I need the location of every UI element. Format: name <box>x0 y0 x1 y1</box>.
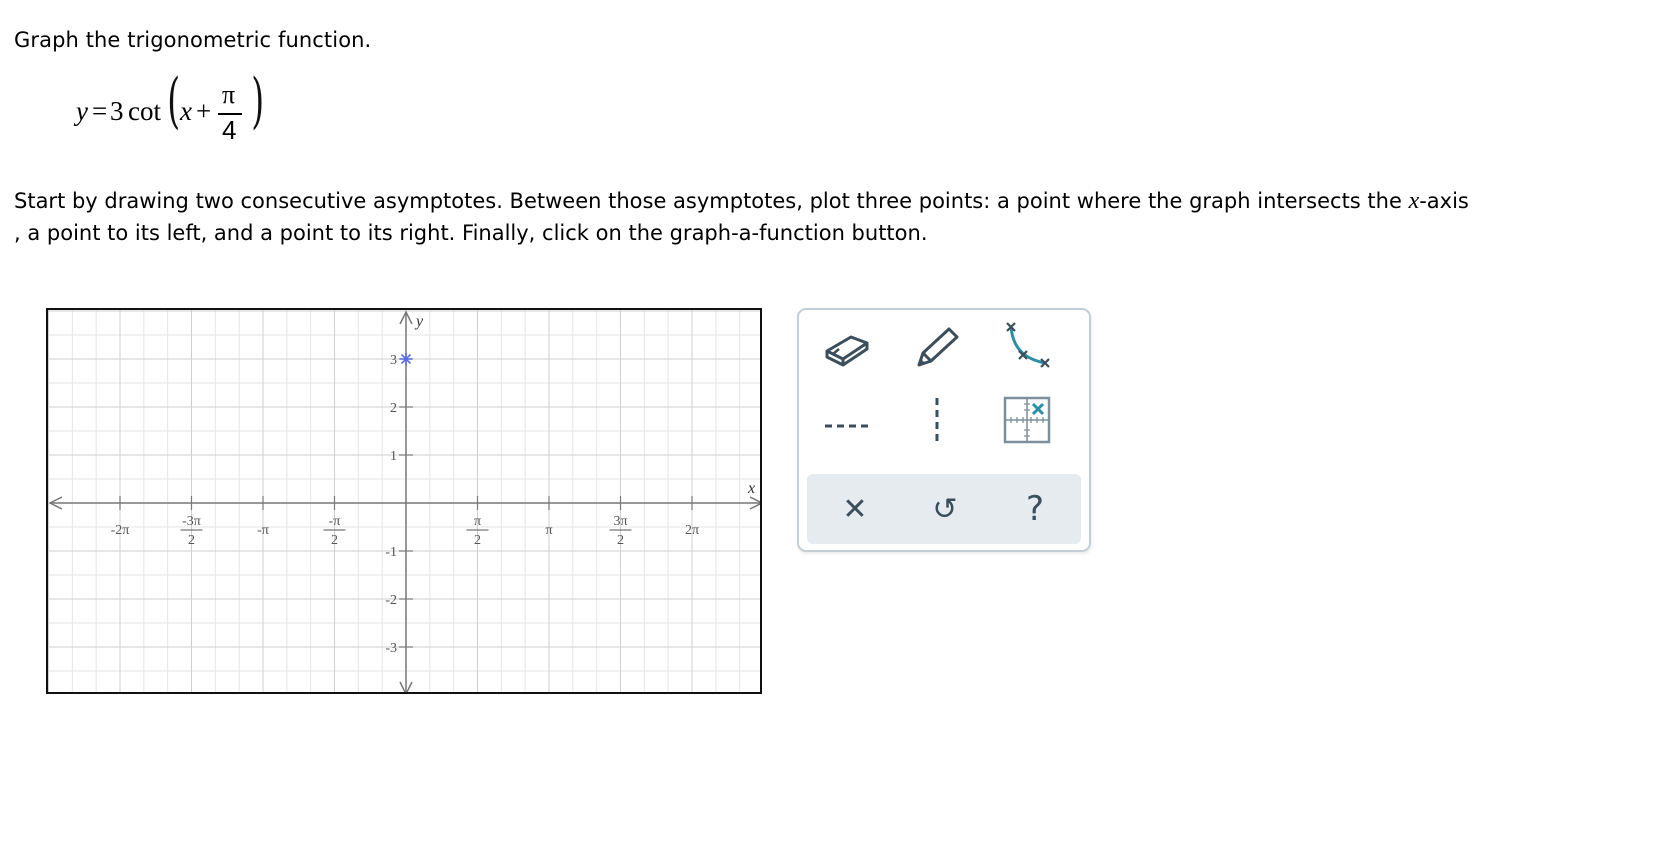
x-tick-label: 2π <box>684 523 700 538</box>
x-axis-label: x <box>748 480 756 497</box>
equation-coefficient: 3 <box>110 96 124 126</box>
x-tick-label-denominator: 2 <box>474 533 481 548</box>
y-tick-label: 3 <box>390 353 397 368</box>
minor-gridlines <box>48 310 762 694</box>
x-tick-label-denominator: 2 <box>617 533 624 548</box>
left-paren: ( <box>167 66 181 136</box>
clear-button[interactable]: ✕ <box>842 491 868 527</box>
graph-toolbox <box>797 308 1091 552</box>
x-tick-label-denominator: 2 <box>188 533 195 548</box>
instructions <box>14 185 1634 249</box>
graph-area[interactable] <box>46 308 762 694</box>
equation-plus: + <box>196 96 212 126</box>
pencil-tool[interactable] <box>907 320 967 376</box>
x-tick-label: -π <box>257 523 269 538</box>
vertical-asymptote-tool[interactable] <box>907 392 967 448</box>
horizontal-asymptote-tool[interactable] <box>817 398 877 454</box>
y-tick-label: -3 <box>385 641 397 656</box>
equation-equals: = <box>92 96 108 126</box>
instructions-part1: Start by drawing two consecutive asymptotes. Between those asymptotes, plot three points: a point where the graph intersects the <box>14 189 1409 213</box>
x-tick-label-numerator: 3π <box>613 514 628 529</box>
x-tick-label-denominator: 2 <box>331 533 338 548</box>
action-bar <box>807 474 1081 544</box>
y-tick-label: -1 <box>385 545 397 560</box>
fraction-numerator: π <box>222 80 236 109</box>
y-tick-label: 2 <box>390 401 397 416</box>
instructions-part2: -axis <box>1419 189 1469 213</box>
dashed-vertical-icon <box>917 394 957 446</box>
graph-function-icon <box>999 319 1055 373</box>
x-tick-label-numerator: π <box>473 514 482 529</box>
y-axis-label: y <box>416 313 424 330</box>
equation-lhs: y <box>76 96 88 126</box>
fraction-denominator: 4 <box>222 115 237 145</box>
x-tick-label-numerator: -3π <box>182 514 201 529</box>
eraser-icon <box>821 325 873 371</box>
coordinate-plane[interactable] <box>48 310 762 694</box>
question-prompt: Graph the trigonometric function. <box>14 28 372 52</box>
instructions-axis-var: x <box>1408 188 1420 214</box>
x-tick-label: -2π <box>110 523 130 538</box>
axes <box>50 312 762 694</box>
x-axis-ticks <box>111 496 699 548</box>
pencil-icon <box>911 323 963 373</box>
point-marker[interactable] <box>400 353 412 365</box>
instructions-part3: , a point to its left, and a point to its right. Finally, click on the graph-a-function button. <box>14 221 928 245</box>
graph-function-tool[interactable] <box>997 318 1057 374</box>
eraser-tool[interactable] <box>817 320 877 376</box>
y-tick-label: 1 <box>390 449 397 464</box>
help-button[interactable]: ? <box>1025 489 1045 529</box>
major-gridlines <box>48 310 762 694</box>
undo-button[interactable]: ↺ <box>932 491 958 527</box>
equation-variable: x <box>180 96 192 126</box>
x-tick-label: π <box>545 523 553 538</box>
x-tick-label-numerator: -π <box>328 514 341 529</box>
y-axis-ticks <box>385 353 413 656</box>
equation-function: cot <box>128 96 161 126</box>
point-tool[interactable] <box>997 392 1057 448</box>
point-marker-star <box>400 353 412 365</box>
equation <box>76 66 306 162</box>
grid-point-icon <box>1001 394 1053 446</box>
right-paren: ) <box>251 66 265 136</box>
dashed-horizontal-icon <box>821 406 873 446</box>
y-tick-label: -2 <box>385 593 397 608</box>
